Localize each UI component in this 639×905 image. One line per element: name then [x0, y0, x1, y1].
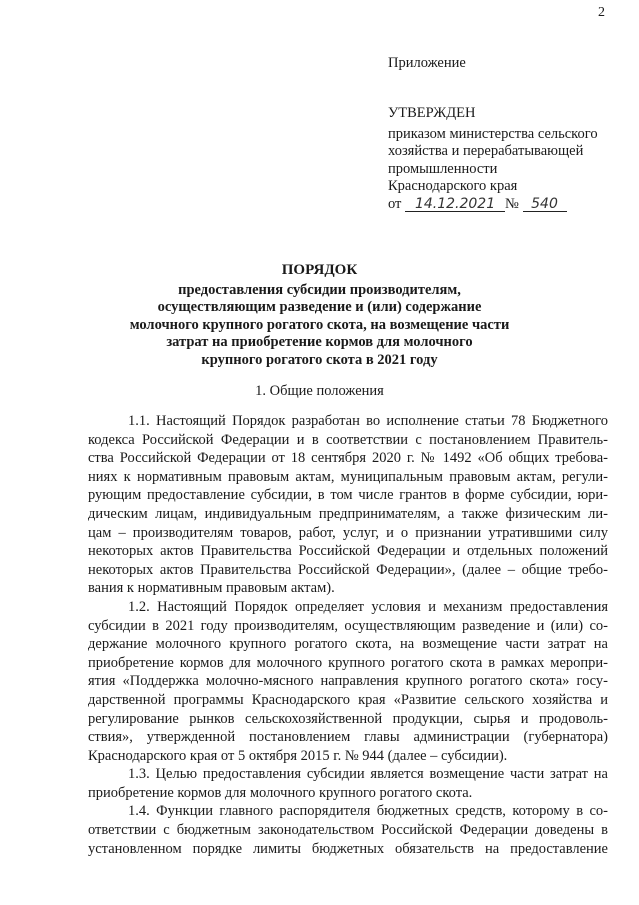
paragraph-line: приобретение кормов для молочного крупного рогатого скота в рамках меропри-: [88, 654, 608, 671]
paragraph-line: ятия «Поддержка молочно-мясного направления крупного рогатого скота» госу-: [88, 673, 608, 690]
approval-heading: УТВЕРЖДЕН: [388, 105, 476, 121]
paragraph-line: цам – производителям товаров, работ, услуг, и о признании утратившими силу: [88, 524, 608, 541]
paragraph-line: 1.4. Функции главного распорядителя бюджетных средств, которому в со-: [128, 803, 608, 820]
approval-block: [388, 105, 598, 213]
paragraph-line: ниях к нормативным правовым актам, муниципальным правовым актам, регули-: [88, 468, 608, 485]
number-label: №: [505, 195, 519, 212]
paragraph-line: ства Российской Федерации от 18 сентября 2020 г. № 1492 «Об общих требова-: [88, 450, 608, 467]
title-line: осуществляющим разведение и (или) содержание: [157, 299, 482, 315]
document-body: [88, 412, 608, 858]
paragraph-line: рующим предоставление субсидии, в том числе грантов в форме субсидии, юри-: [88, 487, 608, 504]
paragraph-line: приобретение кормов для молочного крупного рогатого скота.: [88, 784, 473, 801]
approval-line: промышленности: [388, 160, 498, 177]
paragraph-line: 1.1. Настоящий Порядок разработан во исполнение статьи 78 Бюджетного: [128, 413, 608, 429]
paragraph-line: регулирование рынков сельскохозяйственной продукции, сырья и продоволь-: [88, 710, 608, 727]
section-heading: 1. Общие положения: [255, 383, 384, 399]
appendix-label: Приложение: [388, 55, 466, 71]
title-line: предоставления субсидии производителям,: [178, 281, 461, 298]
paragraph-line: вания к нормативным правовым актам).: [88, 580, 335, 597]
paragraph-line: ответствии с бюджетным законодательством Российской Федерации доведены в: [88, 822, 608, 839]
paragraph-line: некоторых актов Правительства Российской Федерации и отдельных положений: [88, 543, 608, 560]
document-title: ПОРЯДОК: [281, 262, 358, 278]
paragraph: [88, 802, 608, 858]
paragraph-line: 1.2. Настоящий Порядок определяет условия и механизм предоставления: [128, 598, 608, 615]
handwritten-date: 14.12.2021: [405, 197, 505, 212]
paragraph: [88, 412, 608, 598]
paragraph-line: установленном порядке лимиты бюджетных обязательств на предоставление: [88, 840, 608, 857]
paragraph-line: кодекса Российской Федерации и в соответствии с постановлением Правитель-: [88, 431, 608, 448]
approval-date-line: [388, 196, 598, 214]
paragraph-line: 1.3. Целью предоставления субсидии является возмещение части затрат на: [128, 766, 608, 783]
approval-line: Краснодарского края: [388, 178, 518, 194]
title-line: молочного крупного рогатого скота, на возмещение части: [129, 316, 510, 333]
paragraph-line: дическим лицам, индивидуальным предпринимателям, а также физическим ли-: [88, 505, 608, 522]
paragraph-line: дарственной программы Краснодарского края «Развитие сельского хозяйства и: [88, 691, 608, 708]
paragraph-line: ствия», утвержденной постановлением главы администрации (губернатора): [88, 729, 608, 746]
title-line: затрат на приобретение кормов для молочного: [166, 334, 473, 350]
handwritten-number: 540: [523, 197, 567, 212]
paragraph-line: Краснодарского края от 5 октября 2015 г. № 944 (далее – субсидии).: [88, 747, 508, 764]
from-label: от: [388, 195, 402, 212]
paragraph: [88, 765, 608, 802]
title-line: крупного рогатого скота в 2021 году: [201, 351, 438, 368]
paragraph-line: держание молочного крупного рогатого скота, на возмещение части затрат на: [88, 636, 608, 653]
paragraph-line: субсидии в 2021 году производителям, осуществляющим разведение и (или) со-: [88, 617, 608, 634]
page-number: 2: [598, 5, 605, 20]
approval-line: хозяйства и перерабатывающей: [388, 143, 584, 159]
paragraph-line: некоторых актов Правительства Российской Федерации», (далее – общие требо-: [88, 561, 608, 578]
approval-line: приказом министерства сельского: [388, 125, 598, 142]
document-title-block: [0, 262, 639, 369]
paragraph: [88, 598, 608, 765]
